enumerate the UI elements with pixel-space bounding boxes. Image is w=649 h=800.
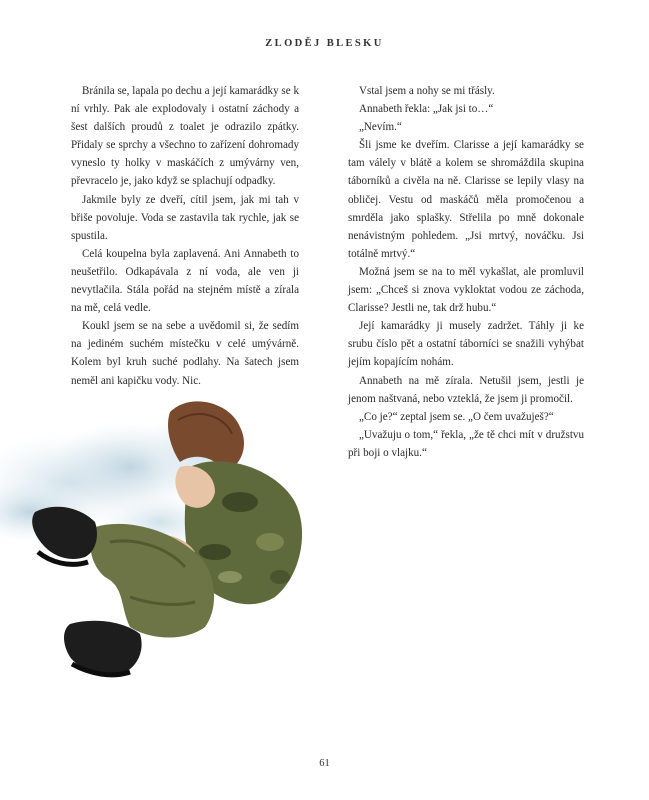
- paragraph: „Co je?“ zeptal jsem se. „O čem uvažuješ?“: [359, 410, 554, 423]
- paragraph: Celá koupelna byla zaplavená. Ani Annabeth to neušetřilo. Odkapávala z ní voda, ale ven ji nevytlačila. Stála pořád na stejném místě a zírala na mě, celá vedle.: [71, 247, 299, 315]
- illustration-girl-in-water-spray: [0, 372, 330, 692]
- paragraph: Možná jsem se na to měl vykašlat, ale promluvil jsem: „Chceš si znova vykloktat vodou ze záchoda, Clarisse? Jestli ne, tak drž hubu.“: [348, 265, 584, 315]
- paragraph: Bránila se, lapala po dechu a její kamarádky se k ní vrhly. Pak ale explodovaly i ostatní záchody a šest dalších proudů z toalet je odrazilo zpátky. Přidaly se sprchy a všechno to zařízení dohromady vyneslo ty holky v maskáčích z umývárny ven, převracelo je, jako když se splachují odpadky.: [71, 85, 299, 188]
- right-column: [348, 82, 584, 462]
- paragraph: Šli jsme ke dveřím. Clarisse a její kamarádky se tam válely v blátě a kolem se shromáždila skupina táborníků a civěla na ně. Clarisse se lepily vlasy na obličej. Vestu od maskáčů měla promočenou a smrděla jako splašky. Střelila po mně dokonale nenávistným pohledem. „Jsi mrtvý, nováčku. Jsi totálně mrtvý.“: [348, 139, 584, 260]
- paragraph: Jakmile byly ze dveří, cítil jsem, jak mi tah v břiše povoluje. Voda se zastavila tak rychle, jak se spustila.: [71, 193, 299, 242]
- boot-lower: [64, 621, 142, 675]
- paragraph: Její kamarádky ji musely zadržet. Táhly ji ke srubu číslo pět a ostatní táborníci se snažili vyhýbat jejím kopajícím nohám.: [348, 320, 584, 369]
- paragraph: „Nevím.“: [359, 121, 402, 134]
- running-head: ZLODĚJ BLESKU: [265, 38, 384, 49]
- left-column: [71, 82, 299, 390]
- paragraph: „Uvažuju o tom,“ řekla, „že tě chci mít v družstvu při boji o vlajku.“: [348, 428, 584, 459]
- paragraph: Annabeth řekla: „Jak jsi to…“: [359, 103, 494, 116]
- page-number: 61: [319, 758, 330, 769]
- paragraph: Annabeth na mě zírala. Netušil jsem, jestli je jenom naštvaná, nebo vzteklá, že jsem ji promočil.: [348, 374, 584, 405]
- paragraph: Koukl jsem se na sebe a uvědomil si, že sedím na jediném suchém místečku v celé umývárně. Kolem byl kruh suché podlahy. Na šatech jsem neměl ani kapičku vody. Nic.: [71, 320, 299, 387]
- paragraph: Vstal jsem a nohy se mi třásly.: [359, 85, 495, 97]
